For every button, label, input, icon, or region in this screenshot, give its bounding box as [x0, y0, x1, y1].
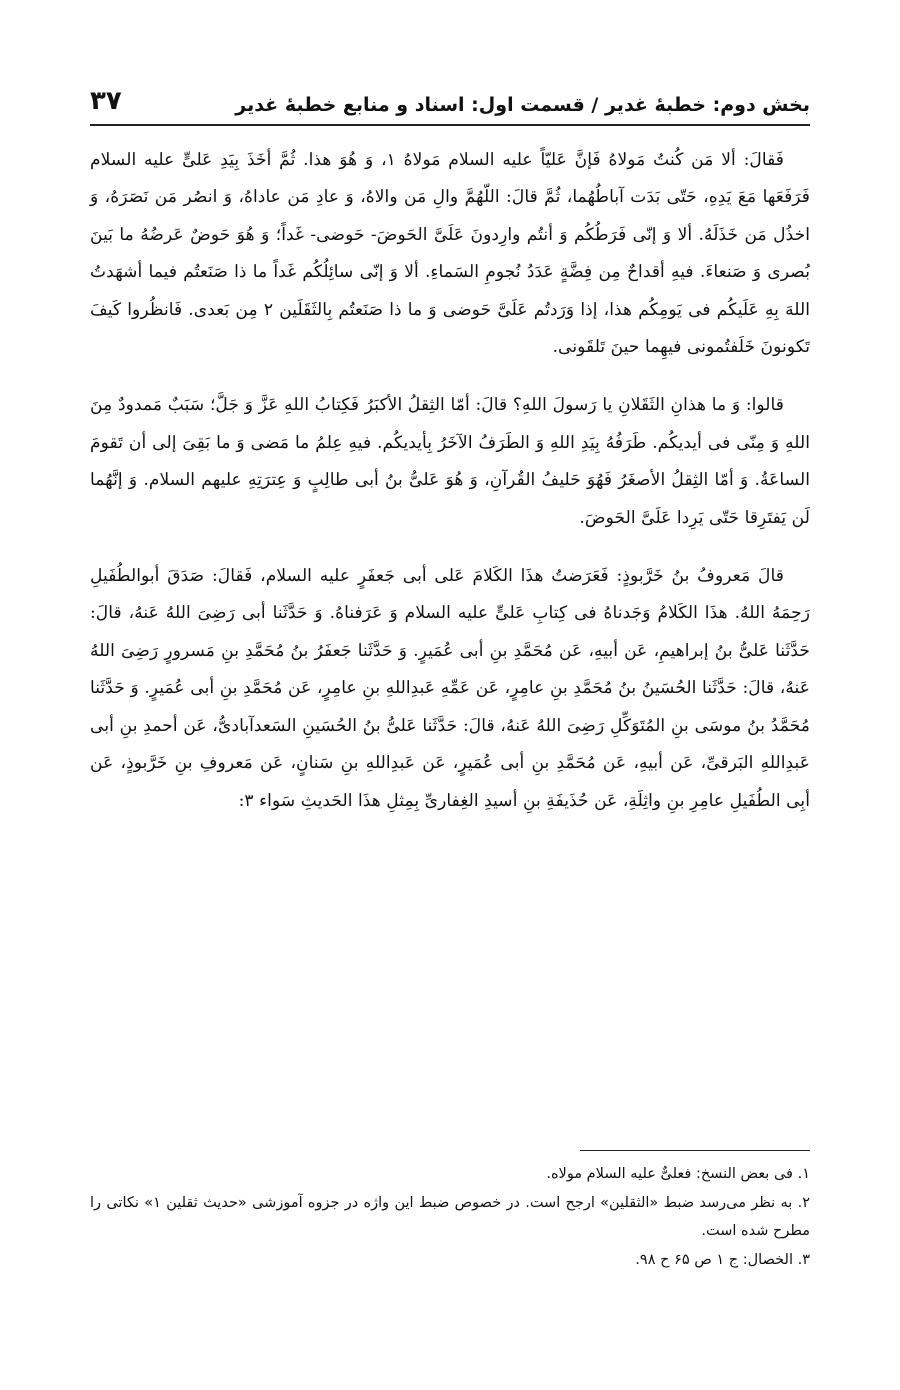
- footnote-3: ٣. الخصال: ج ١ ص ۶۵ ح ٩٨.: [635, 1251, 810, 1268]
- footnote-1: ١. فی بعض النسخ: فعلیٌّ عليه السلام مولاه.: [546, 1166, 810, 1182]
- footnotes: [90, 1160, 810, 1274]
- paragraph-sermon: فَقالَ: ألا مَن کُنتُ مَولاهُ فَإنَّ عَلیّاً عليه السلام مَولاهُ ١، وَ هُوَ هذا. ثُمَّ أخَذَ بِیَدِ عَلیٍّ عليه السلام فَرَفَعَها مَعَ یَدِهِ، حَتّی بَدَت آباطُهُما، ثُمَّ قالَ: اللّهُمَّ والِ مَن والاهُ، وَ عادِ مَن عاداهُ، وَ انصُر مَن نَصَرَهُ، وَ اخذُل مَن خَذَلَهُ. ألا وَ إنّی فَرَطُکُم وَ أنتُم وارِدونَ عَلَیَّ الحَوضَ- حَوضی- غَداً؛ وَ هُوَ حَوضٌ عَرضُهُ ما بَینَ بُصری وَ صَنعاءَ. فیهِ أقداحٌ مِن فِضَّةٍ عَدَدُ نُجومِ السَماءِ. ألا وَ إنّی سائِلُکُم غَداً ما ذا صَنَعتُم فیما أشهَدتُ اللهَ بِهِ عَلَیکُم فی یَومِکُم هذا، إذا وَرَدتُم عَلَیَّ حَوضی وَ ما ذا صَنَعتُم بِالثَقَلَین ٢ مِن بَعدی. فَانظُروا کَیفَ تَکونونَ خَلَفتُمونی فیهِما حینَ تَلقَونی.: [90, 150, 810, 358]
- header-title: بخش دوم: خطبهٔ غدیر / قسمت اول: اسناد و منابع خطبهٔ غدیر: [235, 94, 810, 116]
- paragraph-isnad: قالَ مَعروفُ بنُ خَرَّبوذٍ: فَعَرَضتُ هذَا الکَلامَ عَلی أبی جَعفَرٍ عليه السلام، فَقالَ: صَدَقَ أبوالطُفَیلِ رَحِمَهُ اللهُ. هذَا الکَلامُ وَجَدناهُ فی کِتابِ عَلیٍّ عليه السلام وَ عَرَفناهُ. وَ حَدَّثَنا أبی رَضِیَ اللهُ عَنهُ، قالَ: حَدَّثَنا عَلیُّ بنُ إبراهیمِ، عَن أبیهِ، عَن مُحَمَّدِ بنِ أبی عُمَیرٍ. وَ حَدَّثَنا جَعفَرُ بنُ مُحَمَّدِ بنِ مَسرورٍ رَضِیَ اللهُ عَنهُ، قالَ: حَدَّثَنا الحُسَینُ بنُ مُحَمَّدِ بنِ عامِرٍ، عَن عَمِّهِ عَبدِاللهِ بنِ عامِرٍ، عَن مُحَمَّدِ بنِ أبی عُمَیرٍ. وَ حَدَّثَنا مُحَمَّدُ بنُ موسَی بنِ المُتَوَکِّلِ رَضِیَ اللهُ عَنهُ، قالَ: حَدَّثَنا عَلیُّ بنُ الحُسَینِ السَعدآبادیُّ، عَن أحمدِ بنِ أبی عَبدِاللهِ البَرقیِّ، عَن أبیهِ، عَن مُحَمَّدِ بنِ أبی عُمَیرٍ، عَن عَبدِاللهِ بنِ سَنانٍ، عَن مَعروفِ بنِ خَرَّبوذٍ، عَن أبِی الطُفَیلِ عامِرِ بنِ واثِلَةِ، عَن حُذَیفَةِ بنِ أسیدِ الغِفاریِّ بِمِثلِ هذَا الحَدیثِ سَواء ٣:: [90, 566, 810, 811]
- footnote-2: ٢. به نظر می‌رسد ضبط «الثقلین» ارجح است. در خصوص ضبط این واژه در جزوه آموزشی «حدیث ثقلین ١» نکاتی را مطرح شده است.: [90, 1194, 810, 1239]
- main-text: [90, 142, 810, 820]
- footnote-divider: [580, 1150, 810, 1151]
- running-header: [90, 72, 810, 126]
- paragraph-thaqalayn: قالوا: وَ ما هذانِ الثَقَلانِ یا رَسولَ اللهِ؟ قالَ: أمّا الثِقلُ الأکبَرُ فَکِتابُ اللهِ عَزَّ وَ جَلَّ؛ سَبَبٌ مَمدودٌ مِنَ اللهِ وَ مِنّی فی أیدیکُم. طَرَفُهُ بِیَدِ اللهِ وَ الطَرَفُ الآخَرُ بِأیدیکُم. فیهِ عِلمُ ما مَضی وَ ما بَقِیَ إلی أن تَقومَ الساعَةُ. وَ أمّا الثِقلُ الأصغَرُ فَهُوَ حَلیفُ القُرآنِ، وَ هُوَ عَلیُّ بنُ أبی طالِبٍ وَ عِترَتِهِ عليهم السلام. وَ إنَّهُما لَن یَفتَرِقا حَتّی یَرِدا عَلَیَّ الحَوضَ.: [90, 395, 810, 528]
- page-number: ۳۷: [90, 86, 122, 116]
